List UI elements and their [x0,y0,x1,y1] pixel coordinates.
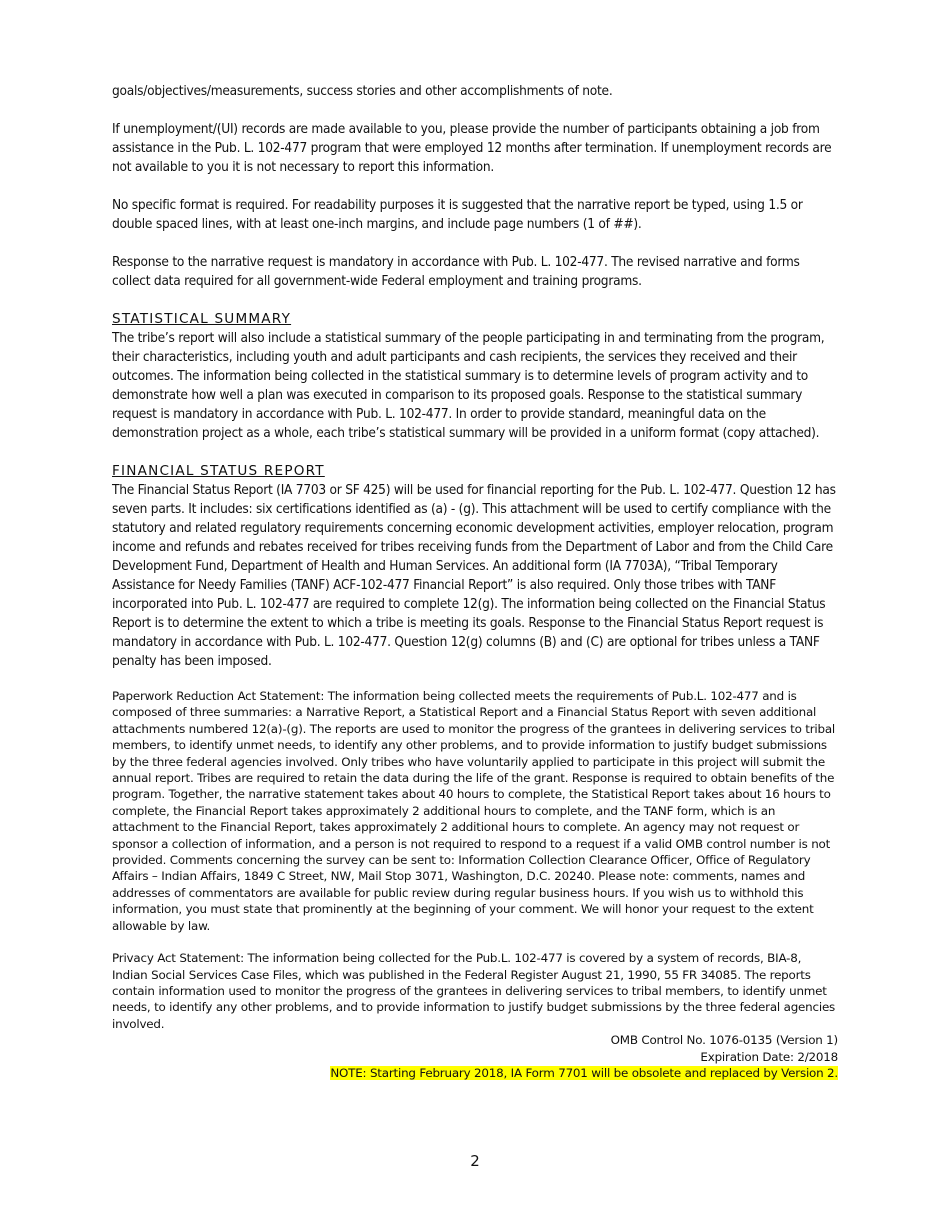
response-paragraph: Response to the narrative request is mandatory in accordance with Pub. L. 102-477. The revised narrative and forms collect data required for all government-wide Federal employment and training programs. [112,254,800,289]
paperwork-reduction-statement: Paperwork Reduction Act Statement: The information being collected meets the requirements of Pub.L. 102-477 and is composed of three summaries: a Narrative Report, a Statistical Report and a Financial Status Report with seven additional attachments numbered 12(a)-(g). The reports are used to monitor the progress of the grantees in delivering services to tribal members, to identify unmet needs, to identify any other problems, and to provide information to justify budget submissions by the three federal agencies involved. Only tribes who have voluntarily applied to participate in this project will submit the annual report. Tribes are required to retain the data during the life of the grant. Response is required to obtain benefits of the program. Together, the narrative statement takes about 40 hours to complete, the Statistical Report takes about 16 hours to complete, the Financial Report takes approximately 2 additional hours to complete, and the TANF form, which is an attachment to the Financial Report, takes approximately 2 additional hours to complete. An agency may not request or sponsor a collection of information, and a person is not required to respond to a request if a valid OMB control number is not provided. Comments concerning the survey can be sent to: Information Collection Clearance Officer, Office of Regulatory Affairs – Indian Affairs, 1849 C Street, NW, Mail Stop 3071, Washington, D.C. 20240. Please note: comments, names and addresses of commentators are available for public review during regular business hours. If you wish us to withhold this information, you must state that prominently at the beginning of your comment. We will honor your request to the extent allowable by law. [112,689,836,933]
version-notice: NOTE: Starting February 2018, IA Form 7701 will be obsolete and replaced by Version 2. [330,1065,838,1080]
intro-tail-paragraph: goals/objectives/measurements, success stories and other accomplishments of note. [112,83,613,99]
statistical-summary-heading: STATISTICAL SUMMARY [112,311,292,327]
format-paragraph: No specific format is required. For readability purposes it is suggested that the narrative report be typed, using 1.5 or double spaced lines, with at least one-inch margins, and include page numbers (1 of ##). [112,197,803,232]
omb-control-number: OMB Control No. 1076-0135 (Version 1) [610,1033,838,1048]
expiration-date: Expiration Date: 2/2018 [700,1049,838,1064]
document-content [112,82,838,1081]
unemployment-paragraph: If unemployment/(UI) records are made available to you, please provide the number of participants obtaining a job from assistance in the Pub. L. 102-477 program that were employed 12 months after termination. If unemployment records are not available to you it is not necessary to report this information. [112,121,832,175]
statistical-summary-body: The tribe’s report will also include a statistical summary of the people participating in and terminating from the program, their characteristics, including youth and adult participants and cash recipients, the services they received and their outcomes. The information being collected in the statistical summary is to determine levels of program activity and to demonstrate how well a plan was executed in comparison to its proposed goals. Response to the statistical summary request is mandatory in accordance with Pub. L. 102-477. In order to provide standard, meaningful data on the demonstration project as a whole, each tribe’s statistical summary will be provided in a uniform format (copy attached). [112,330,825,441]
privacy-act-statement: Privacy Act Statement: The information being collected for the Pub.L. 102-477 is covered by a system of records, BIA-8, Indian Social Services Case Files, which was published in the Federal Register August 21, 1990, 55 FR 34085. The reports contain information used to monitor the progress of the grantees in delivering services to tribal members, to identify unmet needs, to identify any other problems, and to provide information to justify budget submissions by the three federal agencies involved. [112,951,836,1031]
version-notice-line [112,1065,838,1081]
financial-status-report-heading: FINANCIAL STATUS REPORT [112,463,325,479]
financial-status-report-body: The Financial Status Report (IA 7703 or SF 425) will be used for financial reporting for the Pub. L. 102-477. Question 12 has seven parts. It includes: six certifications identified as (a) - (g). This attachment will be used to certify compliance with the statutory and related regulatory requirements concerning economic development activities, employer relocation, program income and refunds and rebates received for tribes receiving funds from the Department of Labor and from the Child Care Development Fund, Department of Health and Human Services. An additional form (IA 7703A), “Tribal Temporary Assistance for Needy Families (TANF) ACF-102-477 Financial Report” is also required. Only those tribes with TANF incorporated into Pub. L. 102-477 are required to complete 12(g). The information being collected on the Financial Status Report is to determine the extent to which a tribe is meeting its goals. Response to the Financial Status Report request is mandatory in accordance with Pub. L. 102-477. Question 12(g) columns (B) and (C) are optional for tribes unless a TANF penalty has been imposed. [112,482,836,669]
page-number: 2 [470,1152,480,1170]
